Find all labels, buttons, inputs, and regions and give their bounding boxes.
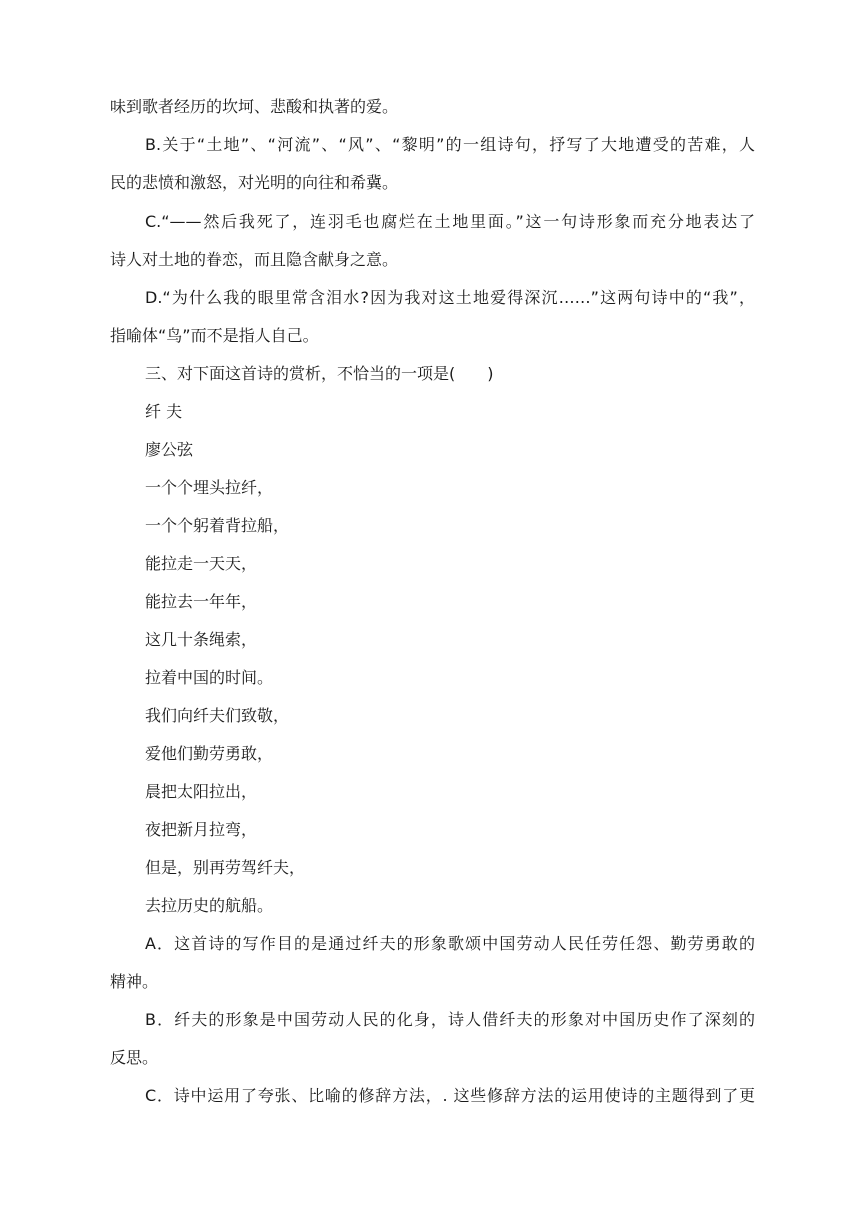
text-line: 指喻体“鸟”而不是指人自己。 (110, 326, 319, 345)
poem-line: 晨把太阳拉出， (145, 782, 258, 801)
question-three-heading: 三、对下面这首诗的赏析，不恰当的一项是( ) (145, 364, 494, 383)
option-c-line: C.“——然后我死了，连羽毛也腐烂在土地里面。”这一句诗形象而充分地表达了 (145, 212, 755, 231)
poem-line: 一个个躬着背拉船， (145, 516, 290, 535)
poem-line: 但是，别再劳驾纤夫， (145, 858, 306, 877)
answer-b-line: B．纤夫的形象是中国劳动人民的化身，诗人借纤夫的形象对中国历史作了深刻的 (145, 1010, 755, 1029)
text-line: 民的悲愤和激怒，对光明的向往和希冀。 (110, 173, 399, 192)
poem-line: 能拉去一年年， (145, 592, 258, 611)
answer-c-line: C．诗中运用了夸张、比喻的修辞方法，. 这些修辞方法的运用使诗的主题得到了更 (145, 1086, 755, 1105)
text-line: 反思。 (110, 1048, 159, 1067)
poem-line: 这几十条绳索， (145, 630, 258, 649)
poem-line: 我们向纤夫们致敬， (145, 706, 290, 725)
answer-a-line: A．这首诗的写作目的是通过纤夫的形象歌颂中国劳动人民任劳任怨、勤劳勇敢的 (145, 934, 755, 953)
poem-line: 夜把新月拉弯， (145, 820, 258, 839)
option-d-line: D.“为什么我的眼里常含泪水?因为我对这土地爱得深沉……”这两句诗中的“我”， (145, 288, 755, 307)
poem-line: 拉着中国的时间。 (145, 668, 274, 687)
poem-title: 纤 夫 (145, 402, 183, 421)
text-line: 味到歌者经历的坎坷、悲酸和执著的爱。 (110, 97, 399, 116)
poem-line: 一个个埋头拉纤， (145, 478, 274, 497)
text-line: 精神。 (110, 972, 159, 991)
poem-author: 廖公弦 (145, 440, 194, 459)
poem-line: 爱他们勤劳勇敢， (145, 744, 274, 763)
poem-line: 能拉走一天天， (145, 554, 258, 573)
text-line: 诗人对土地的眷恋，而且隐含献身之意。 (110, 250, 399, 269)
poem-line: 去拉历史的航船。 (145, 896, 274, 915)
option-b-line: B.关于“土地”、“河流”、“风”、“黎明”的一组诗句，抒写了大地遭受的苦难，人 (145, 135, 755, 154)
